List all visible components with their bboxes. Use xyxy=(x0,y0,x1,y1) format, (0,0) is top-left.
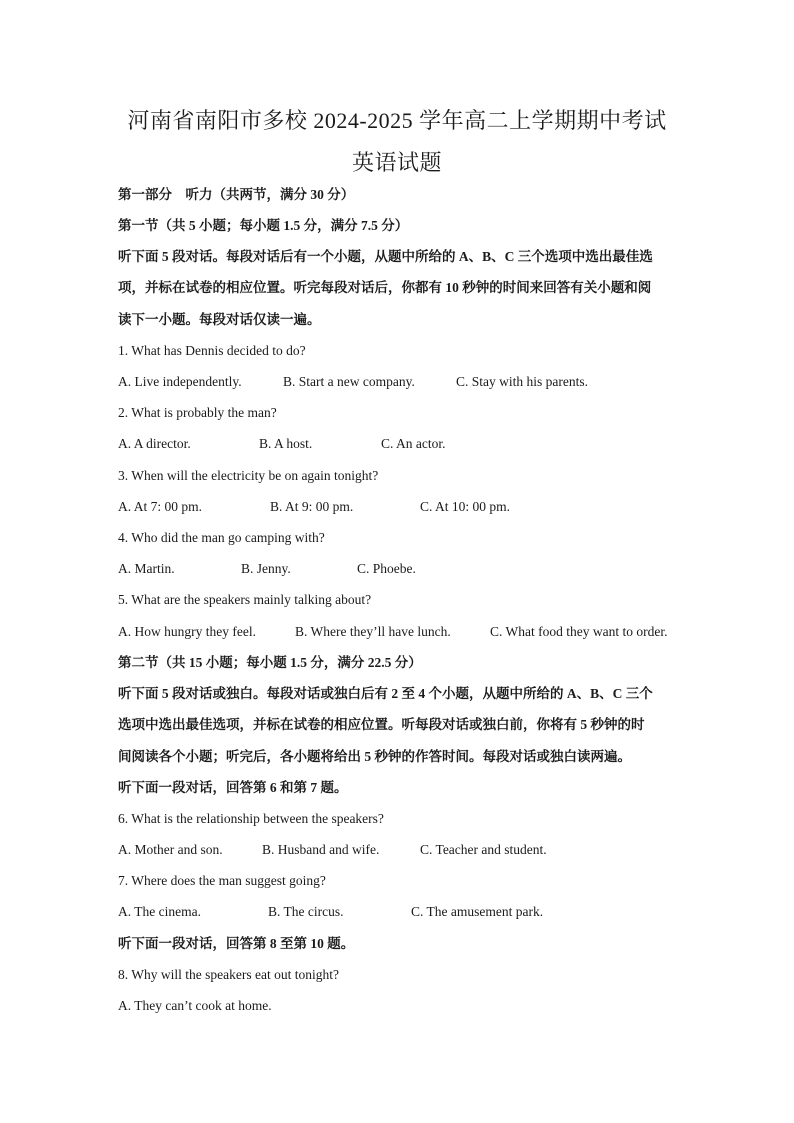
q2-option-b: B. A host. xyxy=(259,436,313,451)
section2-heading: 第二节（共 15 小题；每小题 1.5 分，满分 22.5 分） xyxy=(118,655,422,670)
q1-option-b: B. Start a new company. xyxy=(283,374,415,389)
q3-option-c: C. At 10: 00 pm. xyxy=(420,499,511,514)
question-4: 4. Who did the man go camping with? xyxy=(118,530,325,545)
section2-instructions-line: 听下面 5 段对话或独白。每段对话或独白后有 2 至 4 个小题，从题中所给的 A、B、C 三个 xyxy=(118,686,653,701)
q4-option-b: B. Jenny. xyxy=(241,561,291,576)
section1-instructions-line: 听下面 5 段对话。每段对话后有一个小题，从题中所给的 A、B、C 三个选项中选出最佳选 xyxy=(118,249,653,264)
group-instruction-6-7: 听下面一段对话，回答第 6 和第 7 题。 xyxy=(118,780,348,795)
question-3: 3. When will the electricity be on again tonight? xyxy=(118,468,379,483)
question-8: 8. Why will the speakers eat out tonight? xyxy=(118,967,339,982)
q5-option-c: C. What food they want to order. xyxy=(490,624,668,639)
q2-option-c: C. An actor. xyxy=(381,436,446,451)
section1-instructions-line: 读下一小题。每段对话仅读一遍。 xyxy=(118,312,321,327)
q3-option-a: A. At 7: 00 pm. xyxy=(118,499,203,514)
q6-option-a: A. Mother and son. xyxy=(118,842,223,857)
group-instruction-8-10: 听下面一段对话，回答第 8 至第 10 题。 xyxy=(118,936,355,951)
question-1: 1. What has Dennis decided to do? xyxy=(118,343,306,358)
q5-option-b: B. Where they’ll have lunch. xyxy=(295,624,451,639)
section1-heading: 第一节（共 5 小题；每小题 1.5 分，满分 7.5 分） xyxy=(118,218,409,233)
part1-heading: 第一部分 听力（共两节，满分 30 分） xyxy=(118,187,355,202)
q1-option-a: A. Live independently. xyxy=(118,374,242,389)
exam-subtitle: 英语试题 xyxy=(351,150,442,175)
section1-instructions-line: 项，并标在试卷的相应位置。听完每段对话后，你都有 10 秒钟的时间来回答有关小题和阅 xyxy=(118,280,652,295)
q7-option-a: A. The cinema. xyxy=(118,904,201,919)
q1-option-c: C. Stay with his parents. xyxy=(456,374,588,389)
question-2: 2. What is probably the man? xyxy=(118,405,277,420)
q5-option-a: A. How hungry they feel. xyxy=(118,624,256,639)
q8-option-a: A. They can’t cook at home. xyxy=(118,998,272,1013)
q4-option-a: A. Martin. xyxy=(118,561,175,576)
q2-option-a: A. A director. xyxy=(118,436,191,451)
q7-option-b: B. The circus. xyxy=(268,904,344,919)
q7-option-c: C. The amusement park. xyxy=(411,904,544,919)
question-6: 6. What is the relationship between the speakers? xyxy=(118,811,384,826)
q6-option-b: B. Husband and wife. xyxy=(262,842,380,857)
q4-option-c: C. Phoebe. xyxy=(357,561,416,576)
section2-instructions-line: 间阅读各个小题；听完后，各小题将给出 5 秒钟的作答时间。每段对话或独白读两遍。 xyxy=(118,749,631,764)
question-5: 5. What are the speakers mainly talking about? xyxy=(118,592,372,607)
section2-instructions-line: 选项中选出最佳选项，并标在试卷的相应位置。听每段对话或独白前，你将有 5 秒钟的时 xyxy=(118,717,645,732)
exam-title: 河南省南阳市多校 2024-2025 学年高二上学期期中考试 xyxy=(127,108,667,133)
q3-option-b: B. At 9: 00 pm. xyxy=(270,499,354,514)
question-7: 7. Where does the man suggest going? xyxy=(118,873,326,888)
q6-option-c: C. Teacher and student. xyxy=(420,842,547,857)
